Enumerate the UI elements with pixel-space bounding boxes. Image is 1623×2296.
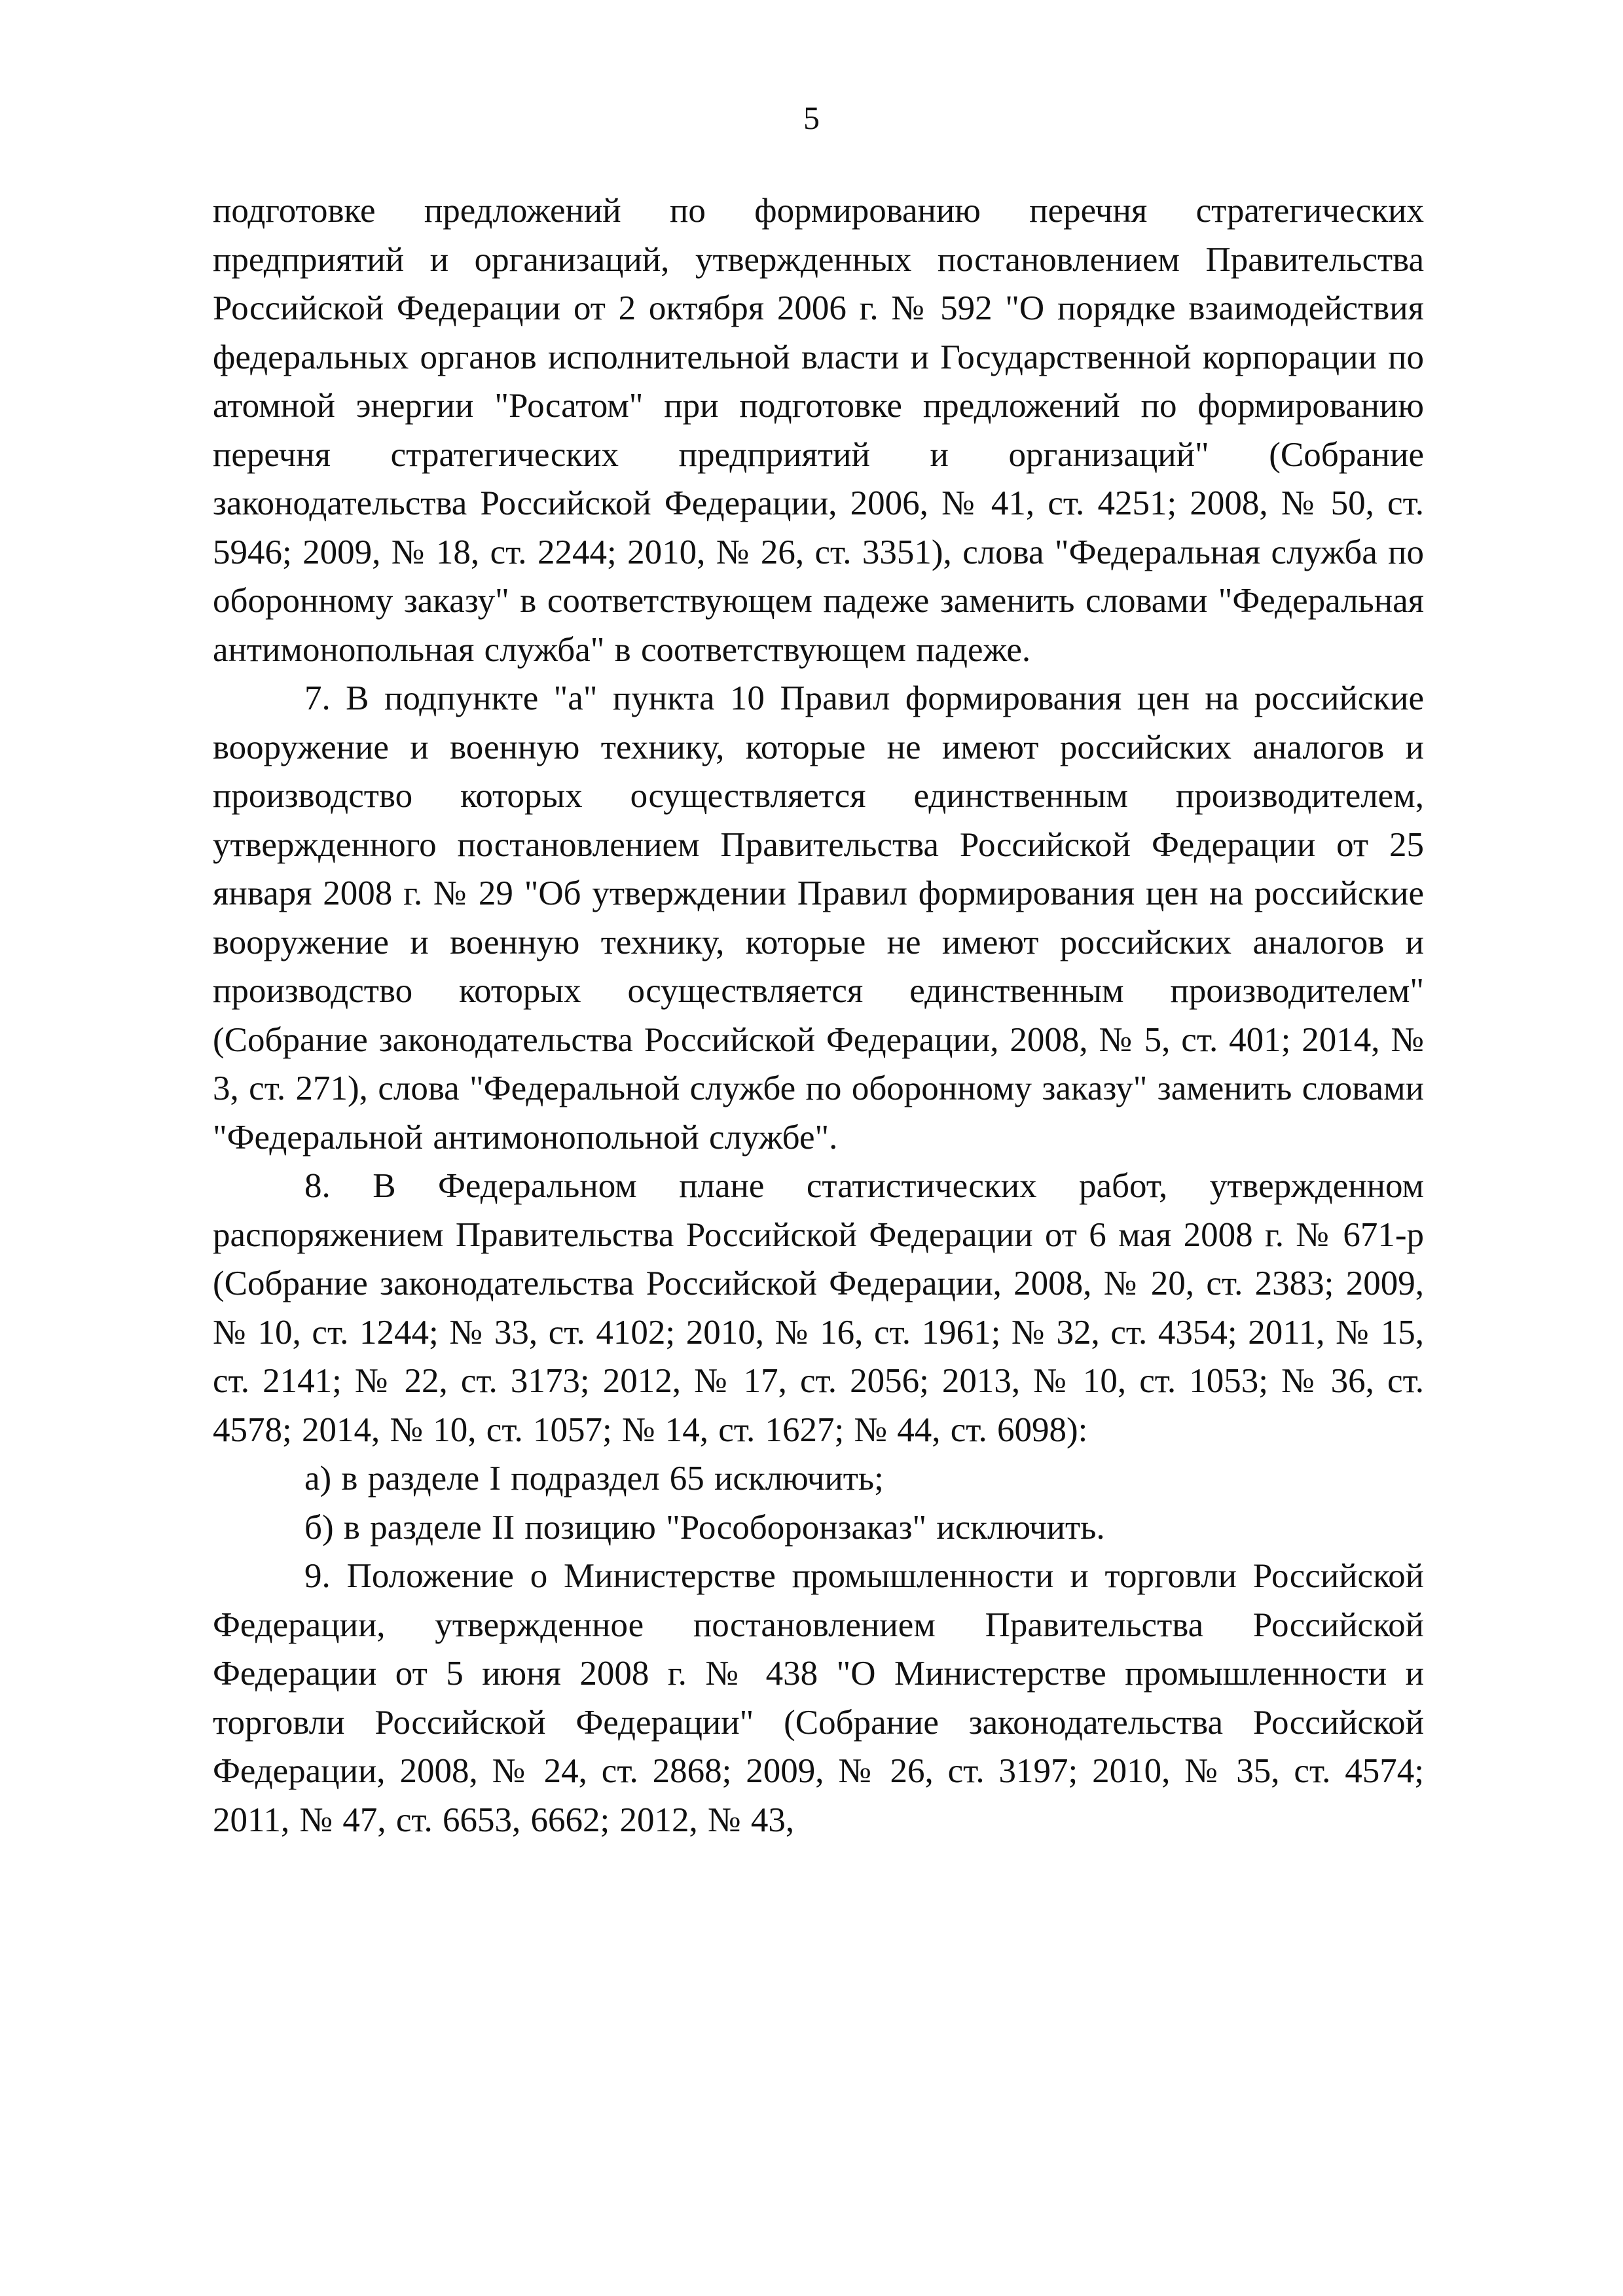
paragraph-item-8a: а) в разделе I подраздел 65 исключить; (304, 1460, 884, 1498)
paragraph-item-8: 8. В Федеральном плане статистических работ, утвержденном распоряжением Правительства Российской Федерации от 6 мая 2008 г. № 671-р (Собрание законодательства Российской Федерации, 2008, № 20, ст. 2383; 2009, № 10, ст. 1244; № 33, ст. 4102; 2010, № 16, ст. 1961; № 32, ст. 4354; 2011, № 15, ст. 2141; № 22, ст. 3173; 2012, № 17, ст. 2056; 2013, № 10, ст. 1053; № 36, ст. 4578; 2014, № 10, ст. 1057; № 14, ст. 1627; № 44, ст. 6098): (213, 1167, 1424, 1449)
paragraph-item-9: 9. Положение о Министерстве промышленности и торговли Российской Федерации, утвержденное постановлением Правительства Российской Федерации от 5 июня 2008 г. № 438 "О Министерстве промышленности и торговли Российской Федерации" (Собрание законодательства Российской Федерации, 2008, № 24, ст. 2868; 2009, № 26, ст. 3197; 2010, № 35, ст. 4574; 2011, № 47, ст. 6653, 6662; 2012, № 43, (213, 1557, 1424, 1839)
document-body (213, 187, 1424, 1844)
paragraph-continuation: подготовке предложений по формированию перечня стратегических предприятий и организаций, утвержденных постановлением Правительства Российской Федерации от 2 октября 2006 г. № 592 "О порядке взаимодействия федеральных органов исполнительной власти и Государственной корпорации по атомной энергии "Росатом" при подготовке предложений по формированию перечня стратегических предприятий и организаций" (Собрание законодательства Российской Федерации, 2006, № 41, ст. 4251; 2008, № 50, ст. 5946; 2009, № 18, ст. 2244; 2010, № 26, ст. 3351), слова "Федеральная служба по оборонному заказу" в соответствующем падеже заменить словами "Федеральная антимонопольная служба" в соответствующем падеже. (213, 192, 1424, 669)
paragraph-item-7: 7. В подпункте "а" пункта 10 Правил формирования цен на российские вооружение и военную технику, которые не имеют российских аналогов и производство которых осуществляется единственным производителем, утвержденного постановлением Правительства Российской Федерации от 25 января 2008 г. № 29 "Об утверждении Правил формирования цен на российские вооружение и военную технику, которые не имеют российских аналогов и производство которых осуществляется единственным производителем" (Собрание законодательства Российской Федерации, 2008, № 5, ст. 401; 2014, № 3, ст. 271), слова "Федеральной службе по оборонному заказу" заменить словами "Федеральной антимонопольной службе". (213, 679, 1424, 1157)
page-number: 5 (803, 99, 820, 136)
paragraph-item-8b: б) в разделе II позицию "Рособоронзаказ" исключить. (304, 1508, 1105, 1547)
